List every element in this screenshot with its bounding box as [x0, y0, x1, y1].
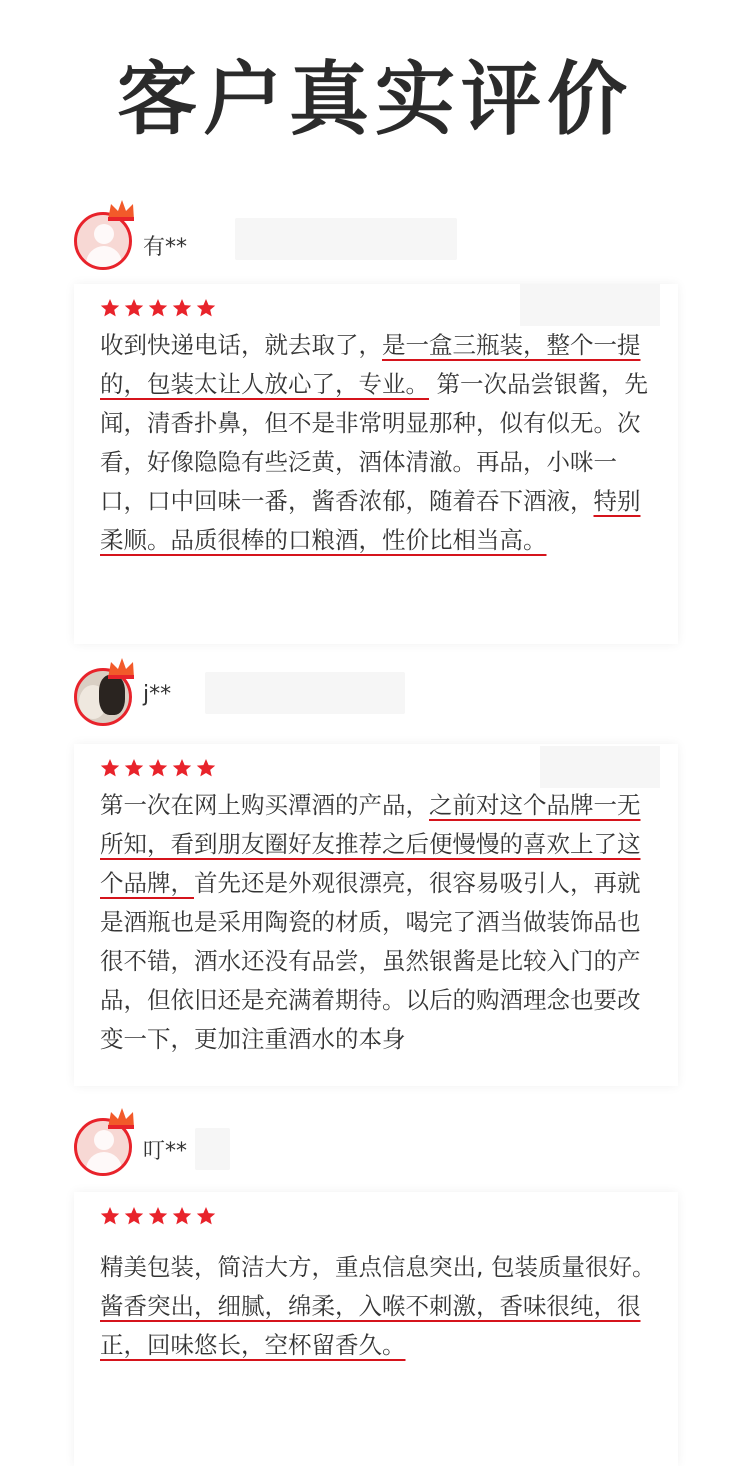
rating-stars [100, 758, 220, 778]
masked-tag [520, 284, 660, 326]
username: 叮** [143, 1139, 188, 1164]
masked-info [195, 1128, 230, 1170]
star-icon [124, 758, 144, 778]
star-icon [172, 1206, 192, 1226]
star-icon [148, 758, 168, 778]
review-text-segment: 收到快递电话，就去取了， [100, 331, 382, 359]
star-icon [100, 298, 120, 318]
crown-icon [106, 198, 136, 222]
page-title: 客户真实评价 [117, 53, 633, 146]
crown-icon [106, 1106, 136, 1130]
review-text-segment: 首先还是外观很漂亮，很容易吸引人，再就是酒瓶也是采用陶瓷的材质，喝完了酒当做装饰品也很不错，酒水还没有品尝，虽然银酱是比较入门的产品，但依旧还是充满着期待。以后的购酒理念也要改变一下，更加注重酒水的本身 [100, 869, 641, 1053]
highlighted-text: 特别柔顺。品质很棒的口粮酒，性价比相当高。 [100, 487, 641, 554]
highlighted-text: 酱香突出，细腻，绵柔，入喉不刺激，香味很纯，很正，回味悠长，空杯留香久。 [100, 1292, 641, 1359]
star-icon [196, 298, 216, 318]
masked-tag [540, 746, 660, 788]
masked-info [205, 672, 405, 714]
star-icon [148, 298, 168, 318]
masked-info [235, 218, 457, 260]
star-icon [100, 1206, 120, 1226]
rating-stars [100, 1206, 220, 1226]
star-icon [124, 1206, 144, 1226]
username: j** [143, 682, 172, 707]
review-text-segment: 第一次在网上购买潭酒的产品， [100, 791, 429, 819]
review-card [74, 284, 678, 644]
username: 有** [143, 235, 188, 260]
star-icon [196, 1206, 216, 1226]
review-text [100, 326, 656, 560]
highlighted-text: 是一盒三瓶装，整个一提的，包装太让人放心了，专业。 [100, 331, 641, 398]
star-icon [100, 758, 120, 778]
review-text-segment: 第一次品尝银酱，先闻，清香扑鼻，但不是非常明显那种，似有似无。次看，好像隐隐有些泛黄，酒体清澈。再品，小咪一口，口中回味一番，酱香浓郁，随着吞下酒液， [100, 370, 648, 515]
crown-icon [106, 656, 136, 680]
star-icon [172, 758, 192, 778]
review-card [74, 744, 678, 1086]
star-icon [196, 758, 216, 778]
star-icon [172, 298, 192, 318]
review-text [100, 1248, 656, 1365]
review-text-segment: 精美包装，简洁大方，重点信息突出, 包装质量很好。 [100, 1253, 656, 1281]
star-icon [148, 1206, 168, 1226]
highlighted-text: 之前对这个品牌一无所知，看到朋友圈好友推荐之后便慢慢的喜欢上了这个品牌， [100, 791, 641, 897]
review-card [74, 1192, 678, 1466]
review-text [100, 786, 656, 1059]
rating-stars [100, 298, 220, 318]
star-icon [124, 298, 144, 318]
